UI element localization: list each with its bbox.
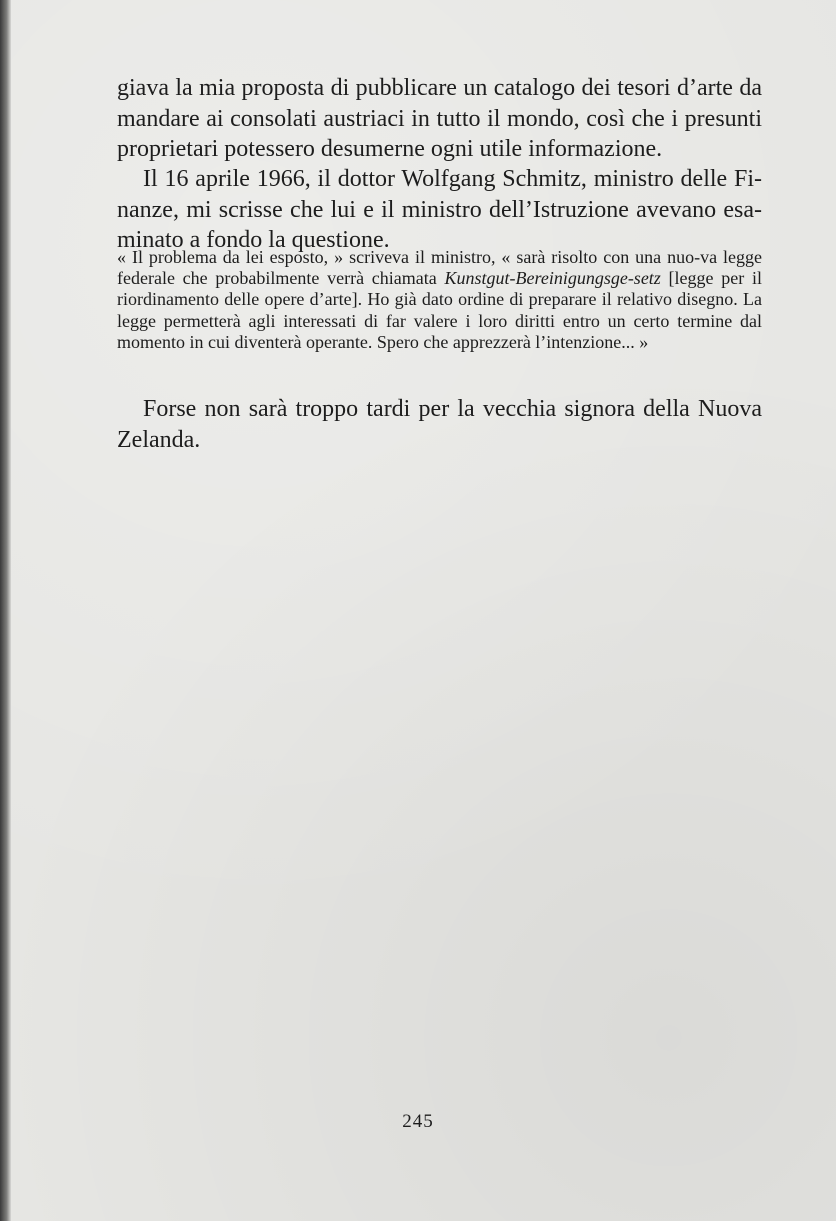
quote-italic-term: Kunstgut-Bereinigungsge-setz bbox=[444, 268, 661, 289]
block-quote bbox=[117, 247, 762, 353]
quote-text-end: [legge per il riordinamento delle opere d’arte]. Ho già dato ordine di preparare il relativo disegno. La legge permetterà agli interessati di far valere i loro diritti entro un certo termine dal momento in cui diventerà operante. Spero che apprezzerà l’intenzione... » bbox=[117, 268, 762, 352]
paragraph-continuation: giava la mia proposta di pubblicare un catalogo dei tesori d’arte da mandare ai consolati austriaci in tutto il mondo, così che i presunti proprietari potessero desumerne ogni utile informazione. bbox=[117, 75, 762, 162]
page-binding-edge bbox=[0, 0, 11, 1221]
paragraph-closing: Forse non sarà troppo tardi per la vecchia signora della Nuova Zelanda. bbox=[117, 396, 762, 453]
page-number: 245 bbox=[402, 1111, 434, 1132]
paragraph-letter-intro: Il 16 aprile 1966, il dottor Wolfgang Schmitz, ministro delle Fi-nanze, mi scrisse che lui e il ministro dell’Istruzione avevano esa-minato a fondo la questione. bbox=[117, 166, 762, 253]
quote-text-start: « Il problema da lei esposto, » scriveva il ministro, « sarà risolto con una nuo-va legge federale che probabilmente verrà chiamata bbox=[117, 247, 762, 289]
